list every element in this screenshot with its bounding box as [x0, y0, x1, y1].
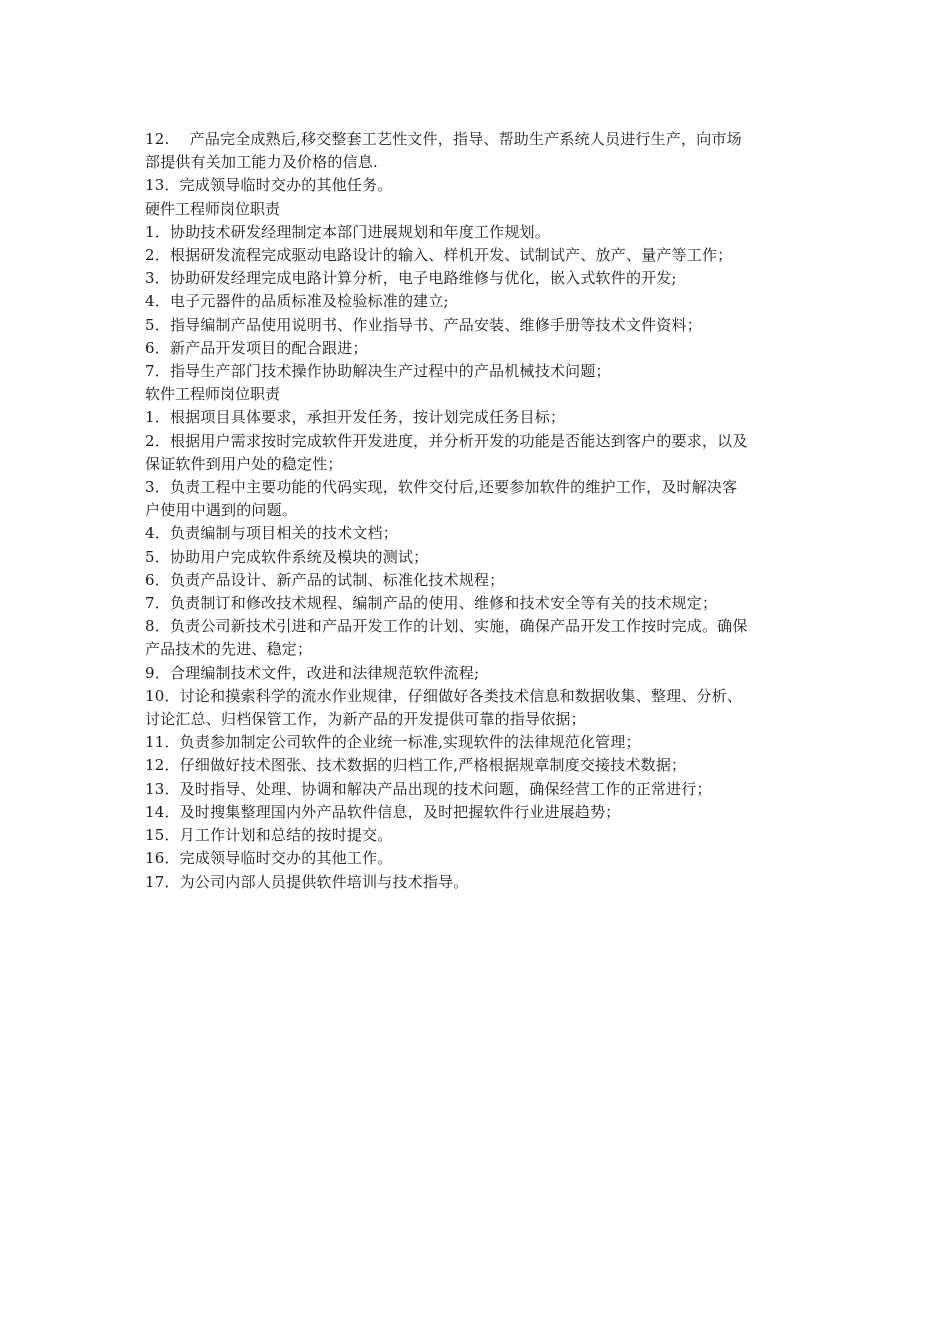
text-line: 部提供有关加工能力及价格的信息. — [145, 153, 378, 172]
text-line: 17．为公司内部人员提供软件培训与技术指导。 — [145, 872, 469, 891]
text-line: 12．仔细做好技术图张、技术数据的归档工作,严格根据规章制度交接技术数据； — [145, 756, 687, 775]
text-line: 1．根据项目具体要求，承担开发任务，按计划完成任务目标； — [145, 408, 566, 427]
text-line: 5．指导编制产品使用说明书、作业指导书、产品安装、维修手册等技术文件资料； — [145, 315, 702, 334]
text-line: 12. 产品完全成熟后,移交整套工艺性文件，指导、帮助生产系统人员进行生产，向市场 — [145, 130, 742, 148]
text-line: 4．负责编制与项目相关的技术文档； — [145, 524, 398, 543]
text-line: 11．负责参加制定公司软件的企业统一标准,实现软件的法律规范化管理； — [145, 733, 641, 752]
text-line: 16．完成领导临时交办的其他工作。 — [145, 849, 393, 868]
document-page — [145, 128, 807, 894]
text-line: 3．协助研发经理完成电路计算分析，电子电路维修与优化，嵌入式软件的开发; — [145, 269, 677, 288]
text-line: 9．合理编制技术文件，改进和法律规范软件流程; — [145, 663, 480, 682]
text-line: 3．负责工程中主要功能的代码实现，软件交付后,还要参加软件的维护工作，及时解决客 — [145, 478, 738, 497]
text-line: 7．指导生产部门技术操作协助解决生产过程中的产品机械技术问题； — [145, 362, 611, 381]
text-line: 14．及时搜集整理国内外产品软件信息，及时把握软件行业进展趋势； — [145, 802, 621, 821]
text-line: 13．及时指导、处理、协调和解决产品出现的技术问题，确保经营工作的正常进行； — [145, 779, 712, 798]
text-line: 10．讨论和摸索科学的流水作业规律，仔细做好各类技术信息和数据收集、整理、分析、 — [145, 686, 743, 705]
section-heading: 软件工程师岗位职责 — [145, 385, 281, 404]
text-line: 保证软件到用户处的稳定性； — [145, 454, 343, 473]
text-line: 8．负责公司新技术引进和产品开发工作的计划、实施，确保产品开发工作按时完成。确保 — [145, 617, 748, 636]
text-line: 15．月工作计划和总结的按时提交。 — [145, 826, 393, 845]
text-line: 2．根据用户需求按时完成软件开发进度，并分析开发的功能是否能达到客户的要求，以及 — [145, 431, 748, 450]
text-line: 1．协助技术研发经理制定本部门进展规划和年度工作规划。 — [145, 222, 550, 241]
text-line: 户使用中遇到的问题。 — [145, 501, 298, 520]
text-line: 5．协助用户完成软件系统及模块的测试； — [145, 547, 429, 566]
text-line: 讨论汇总、归档保管工作，为新产品的开发提供可靠的指导依据； — [145, 710, 586, 729]
section-heading: 硬件工程师岗位职责 — [145, 199, 281, 218]
text-line: 13．完成领导临时交办的其他任务。 — [145, 176, 393, 195]
text-line: 7．负责制订和修改技术规程、编制产品的使用、维修和技术安全等有关的技术规定； — [145, 594, 718, 613]
text-line: 产品技术的先进、稳定； — [145, 640, 313, 659]
text-line: 2．根据研发流程完成驱动电路设计的输入、样机开发、试制试产、放产、量产等工作； — [145, 246, 733, 265]
text-line: 4．电子元器件的品质标准及检验标准的建立; — [145, 292, 449, 311]
text-line: 6．负责产品设计、新产品的试制、标准化技术规程； — [145, 570, 505, 589]
text-line: 6．新产品开发项目的配合跟进； — [145, 338, 368, 357]
